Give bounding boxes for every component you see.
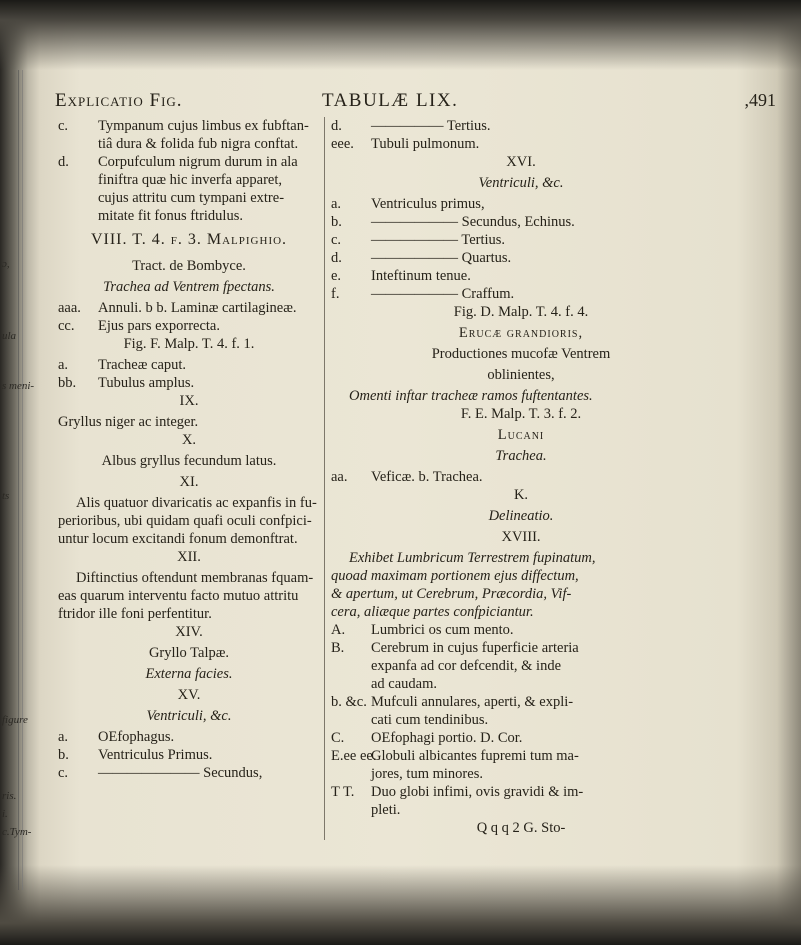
centered-text: Delineatio. [488, 508, 554, 524]
text-line [58, 707, 320, 728]
paragraph-text: Gryllus niger ac integer. [58, 414, 199, 430]
item-key: b. [58, 747, 69, 763]
paragraph-text: quoad maximam portionem ejus diffectum, [331, 568, 579, 584]
item-key: aa. [331, 469, 348, 485]
item-key: a. [331, 196, 342, 212]
text-line [331, 366, 711, 387]
item-text: ——————— Secundus, [98, 765, 263, 781]
text-line [58, 530, 320, 548]
margin-note: figure [2, 714, 28, 726]
centered-text: X. [181, 432, 197, 448]
margin-note: i. [2, 808, 8, 820]
text-line [331, 285, 711, 303]
left-column [58, 117, 320, 782]
text-line [58, 189, 320, 207]
centered-text: XV. [177, 687, 201, 703]
text-line [331, 468, 711, 486]
centered-text: Trachea ad Ventrem fpectans. [103, 279, 275, 295]
text-line [58, 317, 320, 335]
centered-text: Tract. de Bombyce. [132, 258, 246, 274]
item-key: d. [331, 118, 342, 134]
item-text: expanfa ad cor defcendit, & inde [371, 658, 562, 674]
paragraph-text: Alis quatuor divaricatis ac expanfis in fu- [76, 495, 317, 511]
margin-note: c.Tym- [2, 826, 32, 838]
item-text: —————— Secundus, Echinus. [371, 214, 575, 230]
paragraph-text: Omenti inftar tracheæ ramos fuftentantes. [349, 388, 593, 404]
text-line [58, 473, 320, 494]
item-key: C. [331, 730, 345, 746]
section-heading: VIII. T. 4. f. 3. Malpighio. [90, 231, 288, 248]
text-line [331, 528, 711, 549]
margin-note: ɔ, [2, 258, 10, 270]
paragraph-text: ftridor ille foni perfentitur. [58, 606, 212, 622]
item-text: Tubuli pulmonum. [371, 136, 480, 152]
text-line [58, 512, 320, 530]
text-line [58, 623, 320, 644]
text-line [331, 153, 711, 174]
centered-text: XIV. [175, 624, 203, 640]
centered-text: IX. [179, 393, 199, 409]
centered-text: XI. [179, 474, 199, 490]
text-line [58, 569, 320, 587]
text-line [331, 231, 711, 249]
text-line [331, 549, 711, 567]
centered-text: Ventriculi, &c. [146, 708, 232, 724]
text-line [58, 374, 320, 392]
text-line [331, 711, 711, 729]
text-line [58, 356, 320, 374]
text-line [58, 207, 320, 225]
item-key: b. [331, 214, 342, 230]
item-text: Ventriculus primus, [371, 196, 485, 212]
item-text: —————— Tertius. [371, 232, 506, 248]
text-line [331, 567, 711, 585]
margin-note: s meni- [2, 380, 35, 392]
text-line [58, 431, 320, 452]
item-text: finiftra quæ hic inverfa apparet, [98, 172, 282, 188]
item-text: jores, tum minores. [371, 766, 483, 782]
item-text: cujus attritu cum tympani extre- [98, 190, 285, 206]
item-key: b. &c. [331, 694, 367, 710]
item-text: Globuli albicantes fupremi tum ma- [371, 748, 579, 764]
text-line [331, 135, 711, 153]
centered-text: F. E. Malp. T. 3. f. 2. [460, 406, 582, 422]
item-text: cati cum tendinibus. [371, 712, 489, 728]
item-text: Mufculi annulares, aperti, & expli- [371, 694, 574, 710]
paragraph-text: Exhibet Lumbricum Terrestrem fupinatum, [349, 550, 596, 566]
header-left: Explicatio Fig. [55, 90, 183, 111]
item-text: Corpufculum nigrum durum in ala [98, 154, 298, 170]
text-line [58, 605, 320, 623]
centered-text: XVIII. [501, 529, 541, 545]
header-right: TABULÆ LIX. [322, 90, 459, 111]
item-text: Duo globi infimi, ovis gravidi & im- [371, 784, 584, 800]
text-line [331, 195, 711, 213]
text-line [331, 387, 711, 405]
item-text: Inteftinum tenue. [371, 268, 471, 284]
item-text: Ejus pars exporrecta. [98, 318, 220, 334]
item-key: c. [58, 118, 69, 134]
item-key: c. [58, 765, 69, 781]
text-line [58, 764, 320, 782]
item-key: bb. [58, 375, 77, 391]
text-line [58, 225, 320, 257]
text-line [331, 249, 711, 267]
text-line [331, 639, 711, 657]
paragraph-text: eas quarum interventu facto mutuo attritu [58, 588, 299, 604]
centered-text: oblinientes, [487, 367, 555, 383]
text-line [58, 587, 320, 605]
item-key: e. [331, 268, 342, 284]
gutter-lines [18, 70, 23, 890]
right-column [324, 117, 711, 840]
centered-text: Erucæ grandioris, [458, 325, 584, 341]
item-text: —————— Craffum. [371, 286, 515, 302]
text-line [331, 117, 711, 135]
item-key: c. [331, 232, 342, 248]
text-line [58, 257, 320, 278]
text-line [58, 135, 320, 153]
item-text: Tympanum cujus limbus ex fubftan- [98, 118, 309, 134]
text-line [58, 299, 320, 317]
margin-note: ula [2, 330, 17, 342]
text-line [331, 345, 711, 366]
text-line [58, 153, 320, 171]
text-line [331, 486, 711, 507]
item-text: mitate fit fonus ftridulus. [98, 208, 243, 224]
item-text: Veficæ. b. Trachea. [371, 469, 483, 485]
item-key: E.ee ee. [331, 748, 377, 764]
paragraph-text: cera, aliæque partes confpiciantur. [331, 604, 534, 620]
paragraph-text: perioribus, ubi quidam quafi oculi confpici- [58, 513, 312, 529]
margin-note: ts [2, 490, 10, 502]
item-text: Tubulus amplus. [98, 375, 195, 391]
item-key: a. [58, 357, 69, 373]
text-line [58, 746, 320, 764]
item-text: ————— Tertius. [371, 118, 491, 134]
text-line [58, 117, 320, 135]
text-line [58, 548, 320, 569]
text-line [58, 665, 320, 686]
item-text: Lumbrici os cum mento. [371, 622, 514, 638]
centered-text: Trachea. [495, 448, 547, 464]
text-line [331, 675, 711, 693]
centered-text: Productiones mucofæ Ventrem [431, 346, 611, 362]
page-number: ,491 [744, 90, 776, 110]
text-line [331, 783, 711, 801]
item-text: tiâ dura & folida fub nigra conftat. [98, 136, 299, 152]
text-line [331, 801, 711, 819]
text-line [58, 278, 320, 299]
text-line [331, 213, 711, 231]
text-line [331, 819, 711, 840]
paragraph-text: & apertum, ut Cerebrum, Præcordia, Vif- [331, 586, 572, 602]
item-key: eee. [331, 136, 354, 152]
item-key: A. [331, 622, 346, 638]
paragraph-text: untur locum excitandi fonum demonftrat. [58, 531, 298, 547]
text-line [331, 405, 711, 426]
item-text: Annuli. b b. Laminæ cartilagineæ. [98, 300, 297, 316]
centered-text: Q q q 2 G. Sto- [476, 820, 566, 836]
centered-text: Fig. D. Malp. T. 4. f. 4. [453, 304, 589, 320]
text-line [58, 335, 320, 356]
centered-text: Externa facies. [145, 666, 233, 682]
item-key: T T. [331, 784, 355, 800]
item-key: f. [331, 286, 340, 302]
text-line [331, 657, 711, 675]
text-line [331, 324, 711, 345]
text-line [331, 267, 711, 285]
centered-text: Gryllo Talpæ. [148, 645, 230, 661]
bottom-edge-shadow [0, 865, 801, 945]
item-text: Ventriculus Primus. [98, 747, 213, 763]
centered-text: XII. [177, 549, 201, 565]
top-edge-shadow [0, 0, 801, 70]
centered-text: K. [513, 487, 529, 503]
text-line [58, 686, 320, 707]
item-key: d. [331, 250, 342, 266]
item-key: a. [58, 729, 69, 745]
text-line [58, 452, 320, 473]
centered-text: XVI. [506, 154, 536, 170]
item-key: B. [331, 640, 345, 656]
margin-note: ris. [2, 790, 17, 802]
item-text: Cerebrum in cujus fuperficie arteria [371, 640, 579, 656]
item-text: —————— Quartus. [371, 250, 512, 266]
text-line [58, 728, 320, 746]
text-line [331, 174, 711, 195]
item-text: Tracheæ caput. [98, 357, 187, 373]
centered-text: Fig. F. Malp. T. 4. f. 1. [123, 336, 255, 352]
item-text: OEfophagus. [98, 729, 175, 745]
text-line [331, 693, 711, 711]
text-line [58, 413, 320, 431]
text-line [331, 603, 711, 621]
text-line [58, 494, 320, 512]
text-line [58, 644, 320, 665]
text-line [331, 585, 711, 603]
centered-text: Ventriculi, &c. [478, 175, 564, 191]
centered-text: Lucani [497, 427, 545, 443]
text-line [331, 729, 711, 747]
item-text: OEfophagi portio. D. Cor. [371, 730, 523, 746]
text-line [58, 392, 320, 413]
text-line [331, 621, 711, 639]
item-text: pleti. [371, 802, 401, 818]
text-line [331, 303, 711, 324]
item-key: d. [58, 154, 69, 170]
text-line [331, 426, 711, 447]
text-line [331, 747, 711, 765]
item-key: cc. [58, 318, 75, 334]
item-key: aaa. [58, 300, 81, 316]
text-line [331, 765, 711, 783]
centered-text: Albus gryllus fecundum latus. [101, 453, 277, 469]
text-line [331, 447, 711, 468]
paragraph-text: Diftinctius oftendunt membranas fquam- [76, 570, 314, 586]
item-text: ad caudam. [371, 676, 438, 692]
text-line [331, 507, 711, 528]
text-line [58, 171, 320, 189]
